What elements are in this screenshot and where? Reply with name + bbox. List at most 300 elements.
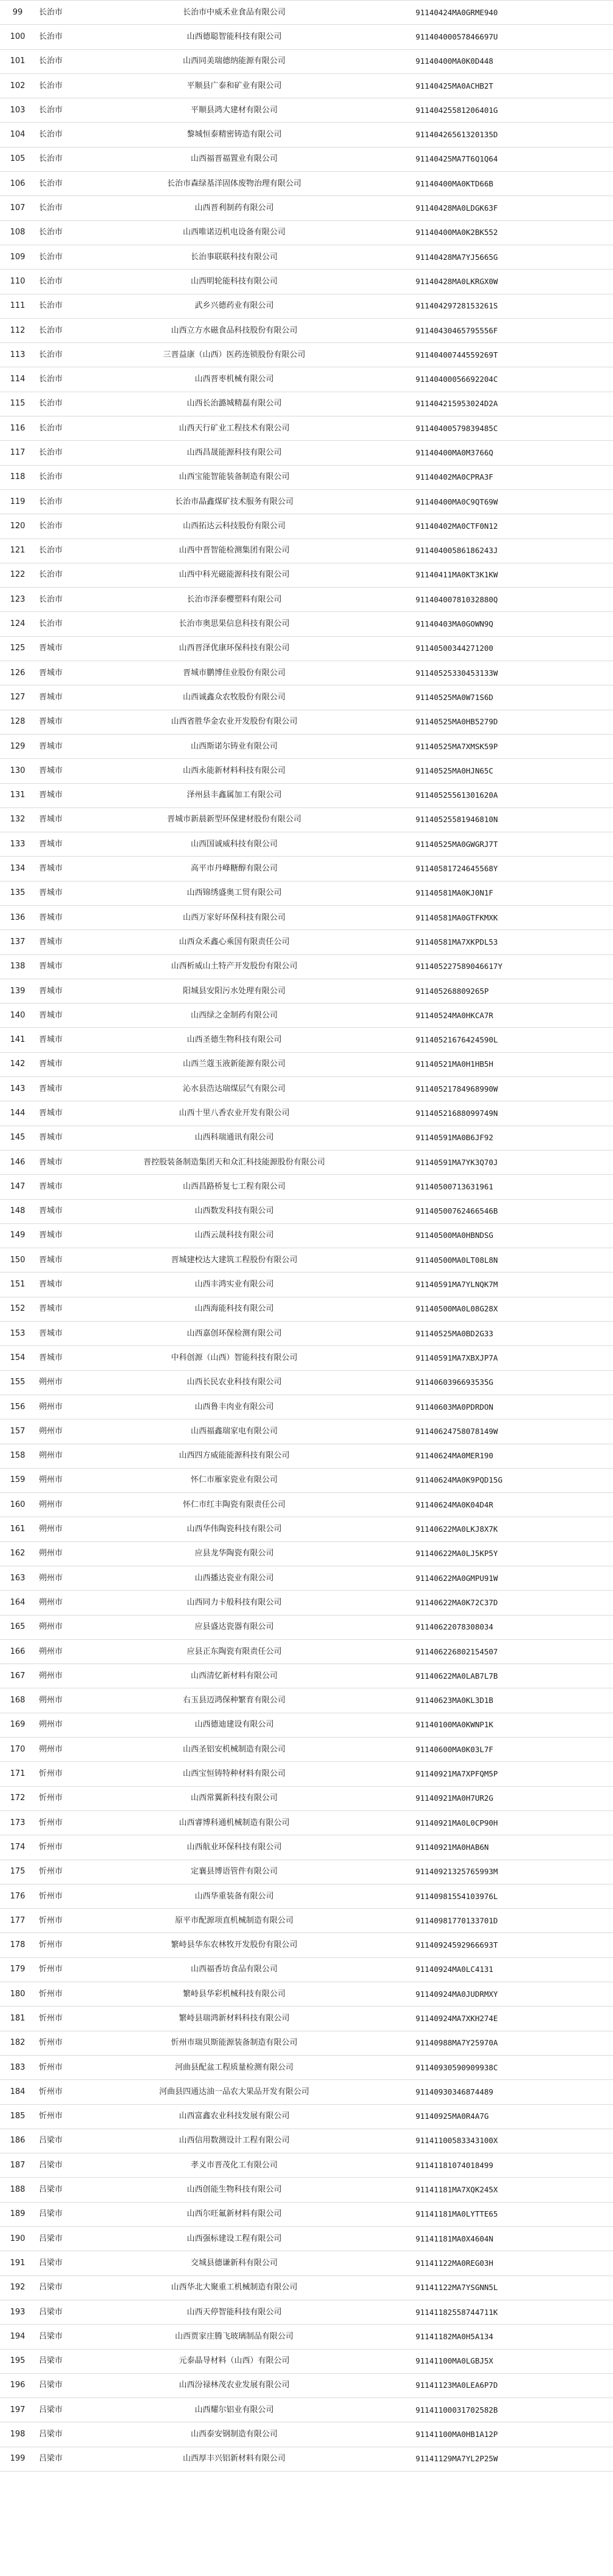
row-number: 144 — [0, 1101, 35, 1126]
table-row — [0, 441, 613, 465]
table-row — [0, 2275, 613, 2300]
credit-code: 91140500MA0HBNDSG — [364, 1223, 613, 1248]
company-name: 应县龙华陶瓷有限公司 — [104, 1541, 364, 1566]
city-name: 忻州市 — [35, 1786, 104, 1810]
company-name: 山西中科光磁能源科技有限公司 — [104, 563, 364, 587]
table-row — [0, 2129, 613, 2153]
credit-code: 91140981554103976L — [364, 1884, 613, 1908]
city-name: 朔州市 — [35, 1615, 104, 1639]
table-row — [0, 2055, 613, 2079]
table-row — [0, 1615, 613, 1639]
table-row — [0, 734, 613, 758]
row-number: 114 — [0, 367, 35, 392]
company-name: 山西福香坊食品有限公司 — [104, 1957, 364, 1982]
company-name: 山西诚鑫众农牧股份有限公司 — [104, 685, 364, 710]
table-row — [0, 1860, 613, 1884]
row-number: 133 — [0, 832, 35, 857]
city-name: 吕梁市 — [35, 2251, 104, 2275]
table-row — [0, 1541, 613, 1566]
city-name: 忻州市 — [35, 2055, 104, 2079]
company-name: 山西拓达云科技股份有限公司 — [104, 514, 364, 539]
credit-code: 91140581724645568Y — [364, 857, 613, 881]
table-row — [0, 1517, 613, 1541]
company-name: 山西强标建设工程有限公司 — [104, 2227, 364, 2251]
credit-code: 91140921MA0H7UR2G — [364, 1786, 613, 1810]
city-name: 晋城市 — [35, 685, 104, 710]
row-number: 121 — [0, 539, 35, 563]
city-name: 晋城市 — [35, 1004, 104, 1028]
company-name: 山西航业环保科技有限公司 — [104, 1835, 364, 1860]
credit-code: 91140525MA0HJN65C — [364, 759, 613, 783]
credit-code: 91140521688099749N — [364, 1101, 613, 1126]
row-number: 148 — [0, 1199, 35, 1223]
credit-code: 91140581MA0KJ0N1F — [364, 881, 613, 905]
credit-code: 91140525MA0HB5279D — [364, 710, 613, 734]
row-number: 165 — [0, 1615, 35, 1639]
company-name: 晋城建校达大建筑工程股份有限公司 — [104, 1248, 364, 1273]
credit-code: 91140988MA7Y25970A — [364, 2031, 613, 2055]
credit-code: 91140400056692204C — [364, 367, 613, 392]
row-number: 147 — [0, 1175, 35, 1199]
row-number: 181 — [0, 2007, 35, 2031]
credit-code: 91140525MA0W71S6D — [364, 685, 613, 710]
credit-code: 91140581MA0GTFKMXK — [364, 905, 613, 929]
row-number: 187 — [0, 2153, 35, 2178]
city-name: 长治市 — [35, 25, 104, 49]
city-name: 晋城市 — [35, 807, 104, 832]
city-name: 晋城市 — [35, 954, 104, 979]
table-row — [0, 367, 613, 392]
company-name: 山西圣德生物科技有限公司 — [104, 1028, 364, 1052]
table-row — [0, 1566, 613, 1591]
table-row — [0, 2031, 613, 2055]
table-row — [0, 1150, 613, 1174]
city-name: 晋城市 — [35, 1077, 104, 1101]
company-name: 山西清忆新材料有限公司 — [104, 1664, 364, 1688]
credit-code: 91140525MA0BD2G33 — [364, 1322, 613, 1346]
city-name: 长治市 — [35, 49, 104, 73]
company-name: 山西尔旺氟新材料有限公司 — [104, 2202, 364, 2226]
company-name: 阳城县安阳污水处理有限公司 — [104, 979, 364, 1003]
table-row — [0, 1688, 613, 1713]
city-name: 吕梁市 — [35, 2300, 104, 2324]
city-name: 吕梁市 — [35, 2178, 104, 2202]
credit-code: 91140600MA0K03L7F — [364, 1738, 613, 1762]
company-name: 山西永能新材料科技有限公司 — [104, 759, 364, 783]
company-name: 山西鲁丰肉业有限公司 — [104, 1395, 364, 1419]
credit-code: 91140500MA0L08G28X — [364, 1297, 613, 1321]
row-number: 145 — [0, 1126, 35, 1150]
credit-code: 91140591MA7YLNQK7M — [364, 1273, 613, 1297]
city-name: 长治市 — [35, 147, 104, 171]
credit-code: 91140624MA0K9PQD15G — [364, 1468, 613, 1492]
table-row — [0, 563, 613, 587]
table-row — [0, 2373, 613, 2398]
company-name: 山西福晋福置业有限公司 — [104, 147, 364, 171]
company-name: 山西晋利制药有限公司 — [104, 196, 364, 220]
row-number: 185 — [0, 2104, 35, 2129]
city-name: 长治市 — [35, 563, 104, 587]
city-name: 晋城市 — [35, 1150, 104, 1174]
city-name: 晋城市 — [35, 930, 104, 954]
row-number: 100 — [0, 25, 35, 49]
table-row — [0, 2227, 613, 2251]
row-number: 132 — [0, 807, 35, 832]
table-row — [0, 1346, 613, 1370]
row-number: 161 — [0, 1517, 35, 1541]
row-number: 160 — [0, 1493, 35, 1517]
row-number: 136 — [0, 905, 35, 929]
credit-code: 91140924MA7XKH274E — [364, 2007, 613, 2031]
city-name: 吕梁市 — [35, 2398, 104, 2422]
credit-code: 91140622MA0K72C37D — [364, 1591, 613, 1615]
city-name: 长治市 — [35, 441, 104, 465]
row-number: 142 — [0, 1052, 35, 1076]
row-number: 141 — [0, 1028, 35, 1052]
table-row — [0, 1395, 613, 1419]
company-name: 长治市晶鑫煤矿技术服务有限公司 — [104, 489, 364, 514]
credit-code: 91140591MA7XBXJP7A — [364, 1346, 613, 1370]
table-row — [0, 1909, 613, 1933]
city-name: 长治市 — [35, 465, 104, 489]
city-name: 忻州市 — [35, 1933, 104, 1957]
row-number: 103 — [0, 98, 35, 123]
credit-code: 91141129MA7YL2P25W — [364, 2447, 613, 2471]
company-name: 山西晋泽优康环保科技有限公司 — [104, 636, 364, 661]
row-number: 158 — [0, 1444, 35, 1468]
company-name: 三晋益康（山西）医药连锁股份有限公司 — [104, 343, 364, 367]
city-name: 朔州市 — [35, 1395, 104, 1419]
company-name: 右玉县迈鸿保种繁育有限公司 — [104, 1688, 364, 1713]
company-name: 山西汾禄林茂农业发展有限公司 — [104, 2373, 364, 2398]
credit-code: 91140622MA0LAB7L7B — [364, 1664, 613, 1688]
company-name: 山西海能科技有限公司 — [104, 1297, 364, 1321]
city-name: 长治市 — [35, 367, 104, 392]
row-number: 198 — [0, 2422, 35, 2447]
company-name: 黎城恒泰精密铸造有限公司 — [104, 123, 364, 147]
row-number: 102 — [0, 73, 35, 98]
credit-code: 91140400057846697U — [364, 25, 613, 49]
row-number: 110 — [0, 270, 35, 294]
credit-code: 91140525581946810N — [364, 807, 613, 832]
row-number: 118 — [0, 465, 35, 489]
table-row — [0, 783, 613, 807]
credit-code: 91140591MA0B6JF92 — [364, 1126, 613, 1150]
table-row — [0, 2422, 613, 2447]
row-number: 184 — [0, 2080, 35, 2104]
city-name: 晋城市 — [35, 1175, 104, 1199]
company-name: 山西泰安钢制造有限公司 — [104, 2422, 364, 2447]
table-row — [0, 2349, 613, 2373]
credit-code: 91140402MA0CPRA3F — [364, 465, 613, 489]
credit-code: 91140921325765993M — [364, 1860, 613, 1884]
company-name: 繁峙县瑞鸿新材料科技有限公司 — [104, 2007, 364, 2031]
credit-code: 91141122MA0REG03H — [364, 2251, 613, 2275]
row-number: 153 — [0, 1322, 35, 1346]
city-name: 忻州市 — [35, 1762, 104, 1786]
company-name: 山西常翼新科技有限公司 — [104, 1786, 364, 1810]
table-row — [0, 73, 613, 98]
table-row — [0, 2202, 613, 2226]
row-number: 149 — [0, 1223, 35, 1248]
row-number: 125 — [0, 636, 35, 661]
credit-code: 91140100MA0KWNP1K — [364, 1713, 613, 1737]
row-number: 137 — [0, 930, 35, 954]
company-table-body — [0, 1, 613, 2472]
table-row — [0, 1419, 613, 1444]
company-name: 孝义市晋茂化工有限公司 — [104, 2153, 364, 2178]
city-name: 长治市 — [35, 123, 104, 147]
table-row — [0, 636, 613, 661]
credit-code: 91141181MA0LYTTE65 — [364, 2202, 613, 2226]
city-name: 朔州市 — [35, 1493, 104, 1517]
company-name: 山西众禾鑫心乘国有限责任公司 — [104, 930, 364, 954]
table-row — [0, 1468, 613, 1492]
company-name: 晋控股装备制造集团天和众汇科技能源股份有限公司 — [104, 1150, 364, 1174]
table-row — [0, 685, 613, 710]
table-row — [0, 1273, 613, 1297]
company-name: 山西华伟陶瓷科技有限公司 — [104, 1517, 364, 1541]
credit-code: 91140930590909938C — [364, 2055, 613, 2079]
row-number: 182 — [0, 2031, 35, 2055]
table-row — [0, 1028, 613, 1052]
row-number: 117 — [0, 441, 35, 465]
city-name: 忻州市 — [35, 1982, 104, 2007]
city-name: 长治市 — [35, 539, 104, 563]
table-row — [0, 857, 613, 881]
table-row — [0, 1835, 613, 1860]
table-row — [0, 807, 613, 832]
company-name: 山西斯诺尔铸业有限公司 — [104, 734, 364, 758]
credit-code: 911404215953024D2A — [364, 392, 613, 416]
row-number: 194 — [0, 2325, 35, 2349]
city-name: 长治市 — [35, 392, 104, 416]
table-row — [0, 1101, 613, 1126]
credit-code: 91140428MA0LKRGX0W — [364, 270, 613, 294]
table-row — [0, 514, 613, 539]
row-number: 189 — [0, 2202, 35, 2226]
table-row — [0, 1639, 613, 1664]
credit-code: 91140400579839485C — [364, 416, 613, 441]
table-row — [0, 1738, 613, 1762]
city-name: 吕梁市 — [35, 2447, 104, 2471]
table-row — [0, 1713, 613, 1737]
city-name: 晋城市 — [35, 1273, 104, 1297]
credit-code: 91140402MA0CTF0N12 — [364, 514, 613, 539]
company-name: 山西厚丰兴铝新材料有限公司 — [104, 2447, 364, 2471]
city-name: 忻州市 — [35, 1810, 104, 1835]
credit-code: 91140624MA0MER190 — [364, 1444, 613, 1468]
city-name: 朔州市 — [35, 1688, 104, 1713]
city-name: 长治市 — [35, 1, 104, 25]
company-name: 山西兰蔻玉液新能源有限公司 — [104, 1052, 364, 1076]
row-number: 150 — [0, 1248, 35, 1273]
credit-code: 91140403MA0GOWN9Q — [364, 612, 613, 636]
table-row — [0, 1223, 613, 1248]
company-name: 平顺县鸿大建材有限公司 — [104, 98, 364, 123]
table-row — [0, 1664, 613, 1688]
credit-code: 91140924MA0LC4131 — [364, 1957, 613, 1982]
table-row — [0, 2325, 613, 2349]
row-number: 104 — [0, 123, 35, 147]
row-number: 120 — [0, 514, 35, 539]
credit-code: 91140623MA0KL3D1B — [364, 1688, 613, 1713]
row-number: 176 — [0, 1884, 35, 1908]
credit-code: 91140400781032880Q — [364, 588, 613, 612]
credit-code: 91140622MA0GMPU91W — [364, 1566, 613, 1591]
row-number: 190 — [0, 2227, 35, 2251]
city-name: 晋城市 — [35, 1346, 104, 1370]
row-number: 108 — [0, 220, 35, 245]
company-name: 晋城市新晨新型环保建材股份有限公司 — [104, 807, 364, 832]
city-name: 忻州市 — [35, 1884, 104, 1908]
credit-code: 91140924592966693T — [364, 1933, 613, 1957]
credit-code: 9114060396693535G — [364, 1370, 613, 1395]
table-row — [0, 1004, 613, 1028]
row-number: 138 — [0, 954, 35, 979]
city-name: 晋城市 — [35, 759, 104, 783]
row-number: 143 — [0, 1077, 35, 1101]
table-row — [0, 661, 613, 685]
table-row — [0, 98, 613, 123]
city-name: 晋城市 — [35, 1223, 104, 1248]
row-number: 111 — [0, 294, 35, 318]
city-name: 晋城市 — [35, 832, 104, 857]
city-name: 晋城市 — [35, 1297, 104, 1321]
credit-code: 911406226802154507 — [364, 1639, 613, 1664]
city-name: 长治市 — [35, 220, 104, 245]
row-number: 130 — [0, 759, 35, 783]
table-row — [0, 1175, 613, 1199]
row-number: 155 — [0, 1370, 35, 1395]
credit-code: 91140591MA7YK3Q70J — [364, 1150, 613, 1174]
row-number: 180 — [0, 1982, 35, 2007]
city-name: 晋城市 — [35, 636, 104, 661]
row-number: 135 — [0, 881, 35, 905]
company-name: 山西天停智能科技有限公司 — [104, 2300, 364, 2324]
company-name: 山西十里八香农业开发有限公司 — [104, 1101, 364, 1126]
company-name: 长治市中威禾业食品有限公司 — [104, 1, 364, 25]
credit-code: 91141181MA0X4604N — [364, 2227, 613, 2251]
company-name: 繁峙县华彩机械科技有限公司 — [104, 1982, 364, 2007]
city-name: 晋城市 — [35, 661, 104, 685]
company-name: 山西播达瓷业有限公司 — [104, 1566, 364, 1591]
credit-code: 91140525561301620A — [364, 783, 613, 807]
credit-code: 91141182558744711K — [364, 2300, 613, 2324]
row-number: 139 — [0, 979, 35, 1003]
company-name: 山西锦绣盛奥工贸有限公司 — [104, 881, 364, 905]
company-name: 山西昌晟能源科技有限公司 — [104, 441, 364, 465]
table-row — [0, 2398, 613, 2422]
table-row — [0, 930, 613, 954]
credit-code: 91140524MA0HKCA7R — [364, 1004, 613, 1028]
row-number: 163 — [0, 1566, 35, 1591]
company-name: 怀仁市雁家瓷业有限公司 — [104, 1468, 364, 1492]
company-name: 原平市配源项直机械制造有限公司 — [104, 1909, 364, 1933]
company-name: 交城县德谦新科有限公司 — [104, 2251, 364, 2275]
city-name: 朔州市 — [35, 1541, 104, 1566]
city-name: 朔州市 — [35, 1639, 104, 1664]
city-name: 忻州市 — [35, 2031, 104, 2055]
row-number: 169 — [0, 1713, 35, 1737]
credit-code: 91140525MA0GWGRJ7T — [364, 832, 613, 857]
credit-code: 91140925MA0R4A7G — [364, 2104, 613, 2129]
row-number: 129 — [0, 734, 35, 758]
row-number: 171 — [0, 1762, 35, 1786]
table-row — [0, 172, 613, 196]
company-name: 平顺县广泰和矿业有限公司 — [104, 73, 364, 98]
credit-code: 91140424MA0GRME940 — [364, 1, 613, 25]
city-name: 朔州市 — [35, 1664, 104, 1688]
company-name: 山西云晟科技有限公司 — [104, 1223, 364, 1248]
company-name: 山西科瑞通讯有限公司 — [104, 1126, 364, 1150]
city-name: 长治市 — [35, 98, 104, 123]
company-name: 山西贾家庄腾飞玻璃制品有限公司 — [104, 2325, 364, 2349]
credit-code: 91140921MA0HAB6N — [364, 1835, 613, 1860]
city-name: 吕梁市 — [35, 2153, 104, 2178]
table-row — [0, 1933, 613, 1957]
city-name: 朔州市 — [35, 1566, 104, 1591]
table-row — [0, 2178, 613, 2202]
table-row — [0, 343, 613, 367]
table-row — [0, 220, 613, 245]
table-row — [0, 881, 613, 905]
table-row — [0, 1957, 613, 1982]
table-row — [0, 1248, 613, 1273]
row-number: 154 — [0, 1346, 35, 1370]
credit-code: 91140500762466546B — [364, 1199, 613, 1223]
city-name: 吕梁市 — [35, 2325, 104, 2349]
city-name: 晋城市 — [35, 1126, 104, 1150]
company-name: 长治事联联科技有限公司 — [104, 245, 364, 269]
credit-code: 91140429728153261S — [364, 294, 613, 318]
credit-code: 91140400MA0K0D448 — [364, 49, 613, 73]
table-row — [0, 318, 613, 342]
row-number: 134 — [0, 857, 35, 881]
table-row — [0, 1199, 613, 1223]
credit-code: 91140603MA0PDRDON — [364, 1395, 613, 1419]
company-name: 河曲县四通达油一品农大果品开发有限公司 — [104, 2080, 364, 2104]
company-name: 应县盛达瓷器有限公司 — [104, 1615, 364, 1639]
row-number: 107 — [0, 196, 35, 220]
company-name: 山西绿之金制药有限公司 — [104, 1004, 364, 1028]
row-number: 131 — [0, 783, 35, 807]
table-row — [0, 954, 613, 979]
city-name: 吕梁市 — [35, 2349, 104, 2373]
table-row — [0, 1322, 613, 1346]
company-name: 中科创源（山西）智能科技有限公司 — [104, 1346, 364, 1370]
company-name: 山西福鑫瑞家电有限公司 — [104, 1419, 364, 1444]
row-number: 174 — [0, 1835, 35, 1860]
row-number: 183 — [0, 2055, 35, 2079]
company-name: 山西创能生物科技有限公司 — [104, 2178, 364, 2202]
table-row — [0, 539, 613, 563]
table-row — [0, 2251, 613, 2275]
credit-code: 91140426561320135D — [364, 123, 613, 147]
company-name: 武乡兴德药业有限公司 — [104, 294, 364, 318]
row-number: 99 — [0, 1, 35, 25]
city-name: 吕梁市 — [35, 2275, 104, 2300]
city-name: 忻州市 — [35, 1860, 104, 1884]
table-row — [0, 588, 613, 612]
city-name: 长治市 — [35, 588, 104, 612]
company-name: 山西唯诺迈机电设备有限公司 — [104, 220, 364, 245]
city-name: 朔州市 — [35, 1591, 104, 1615]
table-row — [0, 270, 613, 294]
company-name: 山西长治潞城精磊有限公司 — [104, 392, 364, 416]
city-name: 朔州市 — [35, 1738, 104, 1762]
credit-code: 91140428MA7YJ5665G — [364, 245, 613, 269]
